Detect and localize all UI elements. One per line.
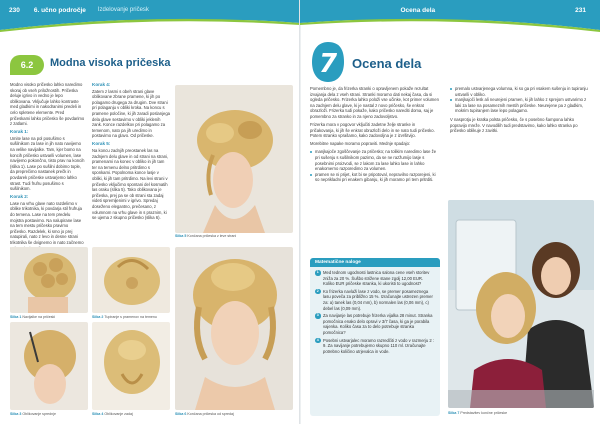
- list-item: manjkajoče zgoščevanje za pričesko; na tolikim naredimo lase že pri sušenju s sušilnikom pazimo, da se ne razžumijo lasje s posebnimi proizvodi, se z lakom za lase lahko lase in lahko enakomerno razporedimo za volumen.: [310, 149, 440, 171]
- page-number: 230: [9, 6, 20, 14]
- math-tasks-box: [310, 258, 440, 416]
- photo-hairstyle-front: [175, 247, 293, 410]
- chapter-number: 7: [318, 49, 338, 79]
- caption-slika-6: Slika 6 Končana pričeska od spredaj: [175, 412, 234, 416]
- paragraph-2: Frizerka mora v pogovor vključiti zadetne želje stranke in pričakovanja, ki jih še enkrat obrazloži delo in se nato tudi pričesko. Potem stranko vprašamo, kako zadovoljna je z izvršitvijo.: [310, 122, 435, 139]
- math-tasks-list: [310, 267, 440, 359]
- step-2-heading: Korak 2:: [10, 194, 29, 200]
- step-1-heading: Korak 1:: [10, 129, 29, 135]
- step-5-text: Na koncu zadnjih preostanek las na zadnjem delu glave in od strani na strani, pramenami na konec v obliko in jih tam ter na temenu delno pritrdimo s sponkami. Popolnoma konce lasje v obliki, ki jih tam pritrdimo. Na levi strani v pričesko vključimo spontani del kosmatih las oraku (slika 5). Tako oblikovana je pričeska, prej pa se ob strani sta zadaj videti spremljenimi v igrivo. Spredaj doseženo elegantno, prečesano, z volumnom na vrhu glave in s praznim, ki se ujema z skupno pričesko (slika 6).: [92, 148, 169, 221]
- caption-slika-1: Slika 1 Navijalke na pričeski: [10, 315, 56, 319]
- task-item: 2 Ko frizerka navlaži lase z vodo, se premer posameznega lasu poveča za približno 15 %. Izračunajte ustrezen premer za: a) tanek las (0,04 mm), b) normalen las (0,06 mm), c) debel las (0,09 mm).: [316, 288, 433, 311]
- step-2-text: Lase na vrhu glave nato razdelimo v oblike trikotnika, ki povdarja stil frufruja do temena. Lase na tem predelu mojstra postavimo. Na nalupirane lase na tem mestu pričesko pravimo pričesko. Razdelek, ki smo jo prej natupirali, nato z levo in desne strani trikotnika še dvignemo in nato začnemo: [10, 200, 84, 246]
- page-number: 231: [575, 6, 586, 14]
- right-page: [300, 0, 600, 424]
- photo-hairstyle-side: [175, 85, 293, 233]
- paragraph-1: Pomembno je, da frizerka stranki o opravljenem pokaže rezultat izvajanja dela z vseh strani. Stranki moramo dati nekaj časa, da si ogleda pričesko. Frizerka lahko položi vse učinke, kot primer volumen na zadnjem delu glave, ki je nastal z novo pričesko, še enkrat obrazloži. Frizerka tudi pokaže, kako pričesko narediti doma, saj je pomembno za stranko in za njeno zadovoljstvo.: [310, 86, 439, 119]
- caption-slika-5: Slika 5 Končana pričeska z leve strani: [175, 234, 237, 238]
- caption-slika-2: Slika 2 Tupiranje s pramenov na temenu: [92, 315, 157, 319]
- list-item: premalo ustvarjenega volumna, ki so ga pri vsakem sušenju in tupiranju ustvarili v obliko.: [450, 86, 592, 97]
- section-badge: 6.2: [10, 55, 44, 75]
- intro-paragraph: Modno visoko pričesko lahko naredimo skoraj ob vseh priložnostih. Pričeska deluje igrivo in vedno je lepo oblikovana. Vključuje lahko kontraste med gladkimi in nakodranimi predeli in celo spletene elemente. Pred pričeskami lahko pričesko še povdarimo z zatlami.: [10, 82, 85, 127]
- corrections-list-cont: [450, 86, 592, 114]
- chapter-number-badge: [310, 40, 346, 84]
- header-title: Ocena dela: [400, 6, 436, 14]
- list-item: pramen se ni prijet, kot bi se pripotoval, nepravilno razporejeni, ki so neprikladni pri enakem gibanju, ki jih moramo pri tem pritrditi.: [310, 172, 440, 183]
- caption-slika-4: Slika 4 Oblikovanje zadaj: [92, 412, 133, 416]
- page-title: Ocena dela: [352, 56, 422, 71]
- photo-back-shaping: [92, 322, 170, 410]
- paragraph-3: Morebitne napake moramo popraviti. Mednje spadajo:: [310, 141, 411, 147]
- step-5-heading: Korak 5:: [92, 141, 111, 147]
- list-item: manjkajoči lesk ali neurejeni pramen, ki jih lahko z sprejom ustvarimo z laki za lase na posameznih mestih pričeske. Neurejene pa z gladkim, mokrim tupiranjem lase lepo polagamo.: [450, 97, 592, 114]
- header-swoosh: [0, 14, 300, 32]
- text-column-1: [310, 86, 440, 183]
- caption-slika-7: Slika 7 Predstavitev končne pričeske: [448, 411, 508, 415]
- section-label: Izdelovanje pričesk: [97, 7, 149, 13]
- photo-teasing: [92, 247, 170, 313]
- step-1-text: Umite lase na pol posušimo s sušilnikom za lase in jih nato navijemo na velike navijalke. Tam, kjer bomo na koncih pričesko ustvarili volumen, lase navijemo pokončno, tisto prav na koncih (slika 1). Lase po sušilni dobimo tople, da preprečimo nastanek prečk in povdarek pričeske ustvarjemo lahko strast. Tudi frufru posušimo s sušilnikom.: [10, 135, 85, 192]
- text-column-2: [450, 86, 592, 136]
- photo-rollers: [10, 247, 88, 313]
- caption-slika-3: Slika 3 Oblikovanje sprednje: [10, 412, 56, 416]
- step-4-heading: Korak 4:: [92, 82, 111, 87]
- task-item: 1 Med tednom ugodnosti lastnica salona cene vseh storitev zniža za 20 %. Šušbo strižene stane zgolj 12,00 EUR. Koliko EUR pričeske stranka, ki ukoristi to ugodnost?: [316, 270, 430, 287]
- header-swoosh: [300, 14, 600, 32]
- photo-salon-presentation: [448, 200, 594, 408]
- chapter-label: 6. učno področje: [33, 6, 86, 14]
- page-title: Modna visoka pričeska: [50, 57, 171, 69]
- corrections-list: [310, 149, 440, 183]
- task-item: 3 Za navijanje las potrebuje frizerka vijalka 28 minut. Stranka pomočnica enako delo opravi v 3/7 časa, ki ga je porabila vajenka. Koliko časa za to delo potrebuje stranka pomočnica?: [316, 313, 433, 335]
- paragraph-4: V nasprotju je kratka polsta pričesko, če s posebno šampona lahko popravijo mreže. V navodilih tudi predstavimo, kako lahko stranka po pričesko oblikuje z zavitki.: [450, 116, 578, 134]
- math-tasks-heading: Matematične naloge: [310, 258, 440, 267]
- photo-front-shaping: [10, 322, 88, 410]
- text-column-2: [92, 82, 170, 223]
- step-4-text: Zatem z lasmi s obeh strani glave oblikovane zbrane pramene, ki jih po polagamo drugega za drugim. Dve strani pri polaganju v obliki kroka. Na koncu s pramene poločine, ki jih zaradi poslanjega dela glave sestavimo v obliki jeklenih zank. Konce razdelkov pri polagamo za temenom, nato pa jih uredimo in postavimo na glavo. Od pričeske.: [92, 88, 170, 139]
- task-item: 4 Posebni ustvarjalec moramo razredčiti z vodo v razmerju 2 : 9. Za navijanje potrebujemo skupno 110 ml. Izračunajte potrebno količino utrjevalca in vode.: [316, 337, 435, 354]
